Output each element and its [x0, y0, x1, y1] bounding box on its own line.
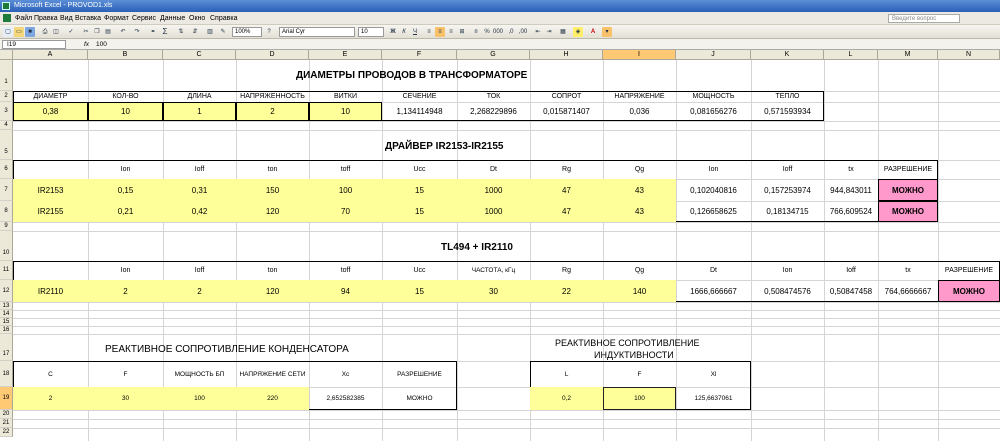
- column-header-c[interactable]: C: [163, 50, 236, 60]
- value-cell[interactable]: 47: [530, 201, 603, 222]
- value-cell[interactable]: 0,21: [88, 201, 163, 222]
- value-cell[interactable]: 1000: [457, 179, 530, 201]
- value-cell[interactable]: 30: [457, 280, 530, 302]
- open-icon[interactable]: ▭: [14, 27, 24, 37]
- header-cell[interactable]: toff: [340, 166, 351, 173]
- gridline: [13, 428, 1000, 429]
- capacitor-reactance-title: РЕАКТИВНОЕ СОПРОТИВЛЕНИЕ КОНДЕНСАТОРА: [105, 344, 349, 355]
- redo-icon[interactable]: ↷: [134, 29, 140, 35]
- menu-window[interactable]: Окно: [189, 15, 206, 22]
- header-cell[interactable]: Ion: [782, 267, 793, 274]
- row-header-15[interactable]: 15: [0, 318, 13, 326]
- value-cell[interactable]: 220: [236, 387, 309, 410]
- driver-ir2153-title: ДРАЙВЕР IR2153-IR2155: [385, 141, 504, 152]
- zoom-select[interactable]: 100%: [232, 27, 262, 37]
- value-cell[interactable]: 0,126658625: [690, 207, 737, 216]
- help-icon[interactable]: ?: [267, 29, 271, 35]
- undo-icon[interactable]: ↶: [120, 29, 126, 35]
- row-header-19[interactable]: 19: [0, 387, 13, 410]
- row-header-14[interactable]: 14: [0, 310, 13, 318]
- indent-icon[interactable]: ⇥: [546, 29, 552, 35]
- header-cell[interactable]: L: [564, 370, 569, 378]
- header-cell[interactable]: НАПРЯЖЕНИЕ: [614, 93, 665, 100]
- column-header-j[interactable]: J: [676, 50, 751, 60]
- header-cell[interactable]: Dt: [490, 166, 497, 173]
- value-cell[interactable]: 15: [382, 201, 457, 222]
- header-cell[interactable]: МОЩНОСТЬ БП: [174, 370, 225, 378]
- value-cell[interactable]: 2: [163, 280, 236, 302]
- header-cell[interactable]: КОЛ-ВО: [112, 93, 139, 100]
- fx-icon[interactable]: fx: [84, 41, 90, 48]
- value-cell[interactable]: 2,652582385: [326, 395, 365, 402]
- menu-view[interactable]: Вид: [60, 15, 73, 22]
- menu-format[interactable]: Формат: [104, 15, 129, 22]
- row-header-9[interactable]: 9: [0, 222, 13, 231]
- bold-icon[interactable]: Ж: [390, 29, 396, 35]
- value-cell[interactable]: 764,6666667: [884, 286, 932, 296]
- value-cell[interactable]: 0,102040816: [690, 185, 737, 195]
- menu-help[interactable]: Справка: [210, 15, 238, 22]
- permission-badge[interactable]: МОЖНО: [878, 179, 938, 201]
- header-cell[interactable]: tx: [905, 267, 911, 274]
- value-cell[interactable]: 0,081656276: [690, 107, 737, 116]
- permission-badge[interactable]: МОЖНО: [938, 280, 1000, 302]
- column-header-l[interactable]: L: [824, 50, 878, 60]
- gridline: [13, 302, 1000, 303]
- chip-name-cell[interactable]: IR2153: [13, 179, 88, 201]
- gridline: [13, 231, 1000, 232]
- row-header-7[interactable]: 7: [0, 179, 13, 201]
- header-cell[interactable]: ДИАМЕТР: [33, 93, 68, 100]
- header-cell[interactable]: Ion: [120, 267, 131, 274]
- increase-decimal-icon[interactable]: ,0: [508, 29, 514, 35]
- value-cell[interactable]: 150: [236, 179, 309, 201]
- title-bar: [0, 0, 1000, 12]
- value-cell[interactable]: 0,015871407: [543, 107, 590, 116]
- header-cell[interactable]: РАЗРЕШЕНИЕ: [397, 370, 442, 378]
- gridline: [938, 60, 939, 441]
- header-cell[interactable]: Rg: [562, 267, 571, 274]
- select-all-corner[interactable]: [0, 50, 13, 60]
- column-header-i[interactable]: I: [603, 50, 676, 60]
- menu-edit[interactable]: Правка: [34, 15, 58, 22]
- row-header-6[interactable]: 6: [0, 160, 13, 179]
- tl494-ir2110-title: TL494 + IR2110: [441, 242, 513, 253]
- spell-icon[interactable]: ✓: [68, 29, 74, 35]
- row-header-13[interactable]: 13: [0, 302, 13, 310]
- value-cell[interactable]: 1666,666667: [690, 286, 737, 296]
- value-cell[interactable]: 2: [13, 387, 88, 410]
- cut-icon[interactable]: ✂: [83, 29, 89, 35]
- gridline: [13, 326, 1000, 327]
- header-cell[interactable]: Ucc: [413, 166, 426, 173]
- row-header-17[interactable]: 17: [0, 334, 13, 361]
- column-header-k[interactable]: K: [751, 50, 824, 60]
- header-cell[interactable]: Rg: [562, 166, 571, 173]
- header-cell[interactable]: Ion: [120, 166, 131, 173]
- chart-icon[interactable]: ▥: [207, 29, 213, 35]
- row-header-1[interactable]: 1: [0, 60, 13, 91]
- gridline: [13, 222, 1000, 223]
- header-cell[interactable]: Ioff: [782, 166, 793, 173]
- value-cell[interactable]: 0,42: [163, 201, 236, 222]
- gridline: [878, 60, 879, 441]
- worksheet-grid[interactable]: [13, 60, 1000, 441]
- align-left-icon[interactable]: ≡: [427, 29, 431, 35]
- autosum-icon[interactable]: Σ: [162, 27, 168, 36]
- row-header-18[interactable]: 18: [0, 361, 13, 387]
- column-header-a[interactable]: A: [13, 50, 88, 60]
- value-cell[interactable]: 10: [309, 102, 382, 121]
- value-cell[interactable]: 47: [530, 179, 603, 201]
- column-header-e[interactable]: E: [309, 50, 382, 60]
- gridline: [13, 121, 1000, 122]
- header-cell[interactable]: C: [48, 370, 53, 378]
- menu-file[interactable]: Файл: [15, 15, 33, 22]
- menu-insert[interactable]: Вставка: [75, 15, 102, 22]
- font-select[interactable]: Arial Cyr: [279, 27, 355, 37]
- value-cell[interactable]: МОЖНО: [406, 395, 433, 402]
- currency-icon[interactable]: ¤: [474, 29, 478, 35]
- sort-asc-icon[interactable]: ⇅: [178, 29, 184, 35]
- font-size-select[interactable]: 10: [358, 27, 384, 37]
- value-cell[interactable]: 944,843011: [830, 185, 872, 195]
- column-header-m[interactable]: M: [878, 50, 938, 60]
- value-cell[interactable]: 100: [309, 179, 382, 201]
- value-cell[interactable]: 15: [382, 280, 457, 302]
- align-right-icon[interactable]: ≡: [449, 29, 453, 35]
- row-header-3[interactable]: 3: [0, 102, 13, 121]
- decrease-decimal-icon[interactable]: ,00: [518, 29, 528, 35]
- header-cell[interactable]: Qg: [634, 166, 645, 173]
- value-cell[interactable]: 766,609524: [829, 207, 873, 216]
- underline-icon[interactable]: Ч: [413, 29, 417, 35]
- value-cell[interactable]: 43: [603, 201, 676, 222]
- toolbar-options-icon[interactable]: ▾: [602, 27, 612, 37]
- column-header-d[interactable]: D: [236, 50, 309, 60]
- align-center-icon[interactable]: ≡: [435, 27, 445, 37]
- value-cell[interactable]: 30: [88, 387, 163, 410]
- value-cell[interactable]: 0,2: [530, 387, 603, 410]
- wire-diameter-title: ДИАМЕТРЫ ПРОВОДОВ В ТРАНСФОРМАТОРЕ: [296, 70, 528, 81]
- merge-icon[interactable]: ⊞: [459, 29, 465, 35]
- new-icon[interactable]: ▢: [3, 27, 13, 37]
- save-icon[interactable]: ■: [25, 27, 35, 37]
- row-header-8[interactable]: 8: [0, 201, 13, 222]
- formula-bar: [0, 39, 1000, 50]
- header-cell[interactable]: F: [637, 370, 642, 378]
- header-cell[interactable]: ТОК: [486, 93, 501, 100]
- value-cell[interactable]: 1000: [457, 201, 530, 222]
- hyperlink-icon[interactable]: ⚭: [150, 29, 156, 35]
- header-cell[interactable]: Xl: [710, 370, 717, 378]
- header-cell[interactable]: tx: [848, 166, 854, 173]
- header-cell[interactable]: РАЗРЕШЕНИЕ: [883, 166, 933, 173]
- paste-icon[interactable]: ▤: [105, 29, 111, 35]
- percent-icon[interactable]: %: [484, 29, 490, 35]
- header-cell[interactable]: Ucc: [413, 267, 426, 274]
- value-cell[interactable]: 10: [88, 102, 163, 121]
- value-cell[interactable]: 22: [530, 280, 603, 302]
- header-cell[interactable]: Ioff: [194, 267, 205, 274]
- inductance-reactance-title-2: ИНДУКТИВНОСТИ: [594, 350, 674, 360]
- preview-icon[interactable]: ◫: [53, 29, 59, 35]
- header-cell[interactable]: Ioff: [846, 267, 856, 274]
- header-cell[interactable]: ton: [267, 166, 278, 173]
- row-header-10[interactable]: 10: [0, 231, 13, 261]
- value-cell[interactable]: 1,134114948: [396, 107, 443, 116]
- gridline: [13, 318, 1000, 319]
- value-cell[interactable]: 140: [603, 280, 676, 302]
- formula-input[interactable]: 100: [96, 41, 107, 48]
- value-cell[interactable]: 0,571593934: [764, 107, 811, 116]
- header-cell[interactable]: ЧАСТОТА, кГц: [471, 267, 516, 274]
- row-header-4[interactable]: 4: [0, 121, 13, 130]
- gridline: [13, 334, 1000, 335]
- value-cell[interactable]: 120: [236, 280, 309, 302]
- header-cell[interactable]: НАПРЯЖЕННОСТЬ: [240, 93, 305, 100]
- header-cell[interactable]: F: [123, 370, 128, 378]
- column-header-h[interactable]: H: [530, 50, 603, 60]
- menu-tools[interactable]: Сервис: [132, 15, 156, 22]
- font-color-icon[interactable]: A: [590, 29, 596, 35]
- fill-color-icon[interactable]: ◈: [573, 27, 583, 37]
- header-cell[interactable]: Dt: [710, 267, 717, 274]
- value-cell[interactable]: 1: [163, 102, 236, 121]
- gridline: [13, 130, 1000, 131]
- gridline: [13, 410, 1000, 411]
- row-header-22[interactable]: 22: [0, 428, 13, 437]
- value-cell[interactable]: 0,036: [629, 107, 650, 116]
- value-cell[interactable]: 0,18134715: [766, 207, 809, 216]
- drawing-icon[interactable]: ✎: [220, 29, 226, 35]
- italic-icon[interactable]: К: [402, 29, 406, 35]
- excel-icon: [2, 2, 10, 10]
- value-cell[interactable]: 15: [382, 179, 457, 201]
- header-cell[interactable]: ton: [267, 267, 278, 274]
- selected-cell-i19[interactable]: 100: [603, 387, 676, 410]
- row-header-12[interactable]: 12: [0, 280, 13, 302]
- column-header-g[interactable]: G: [457, 50, 530, 60]
- header-cell[interactable]: МОЩНОСТЬ: [692, 93, 735, 100]
- inductance-reactance-title-1: РЕАКТИВНОЕ СОПРОТИВЛЕНИЕ: [555, 338, 700, 348]
- value-cell[interactable]: 2,268229896: [470, 107, 517, 116]
- value-cell[interactable]: 125,6637061: [694, 395, 733, 402]
- print-icon[interactable]: ⎙: [42, 29, 48, 35]
- header-cell[interactable]: Qg: [634, 267, 645, 274]
- column-header-n[interactable]: N: [938, 50, 1000, 60]
- value-cell[interactable]: 94: [309, 280, 382, 302]
- header-cell[interactable]: ВИТКИ: [333, 93, 358, 100]
- value-cell[interactable]: 0,50847458: [829, 286, 873, 296]
- header-cell[interactable]: Xc: [341, 370, 350, 378]
- thousands-icon[interactable]: 000: [493, 29, 504, 35]
- row-header-5[interactable]: 5: [0, 130, 13, 160]
- column-header-f[interactable]: F: [382, 50, 457, 60]
- value-cell[interactable]: 0,157253974: [764, 185, 811, 195]
- header-cell[interactable]: НАПРЯЖЕНИЕ СЕТИ: [239, 370, 306, 378]
- help-search-input[interactable]: Введите вопрос: [888, 14, 960, 23]
- chip-name-cell[interactable]: IR2155: [13, 201, 88, 222]
- borders-icon[interactable]: ▦: [560, 29, 566, 35]
- copy-icon[interactable]: ❐: [94, 29, 100, 35]
- column-header-b[interactable]: B: [88, 50, 163, 60]
- header-cell[interactable]: Ioff: [194, 166, 205, 173]
- workbook-icon: [3, 14, 11, 22]
- header-cell[interactable]: СЕЧЕНИЕ: [402, 93, 437, 100]
- header-cell[interactable]: СОПРОТ: [551, 93, 582, 100]
- gridline: [13, 310, 1000, 311]
- value-cell[interactable]: 100: [163, 387, 236, 410]
- value-cell[interactable]: 43: [603, 179, 676, 201]
- value-cell[interactable]: 0,15: [88, 179, 163, 201]
- row-header-16[interactable]: 16: [0, 326, 13, 334]
- header-cell[interactable]: Ion: [708, 166, 719, 173]
- outdent-icon[interactable]: ⇤: [535, 29, 541, 35]
- value-cell[interactable]: 0,31: [163, 179, 236, 201]
- value-cell[interactable]: 70: [309, 201, 382, 222]
- row-header-2[interactable]: 2: [0, 91, 13, 102]
- gridline: [824, 60, 825, 441]
- toolbar: [0, 25, 1000, 39]
- header-cell[interactable]: ДЛИНА: [187, 93, 212, 100]
- row-header-11[interactable]: 11: [0, 261, 13, 280]
- value-cell[interactable]: 120: [236, 201, 309, 222]
- menu-bar: [0, 12, 1000, 25]
- permission-badge[interactable]: МОЖНО: [878, 201, 938, 222]
- header-cell[interactable]: РАЗРЕШЕНИЕ: [944, 267, 994, 274]
- name-box[interactable]: I19: [2, 40, 66, 49]
- menu-data[interactable]: Данные: [160, 15, 186, 22]
- sort-desc-icon[interactable]: ⇵: [192, 29, 198, 35]
- row-header-20[interactable]: 20: [0, 410, 13, 419]
- chip-name-cell[interactable]: IR2110: [13, 280, 88, 302]
- header-cell[interactable]: ТЕПЛО: [775, 93, 800, 100]
- value-cell[interactable]: 0,508474576: [764, 286, 811, 296]
- window-title: Microsoft Excel - PROVOD1.xls: [14, 2, 113, 9]
- header-cell[interactable]: toff: [340, 267, 351, 274]
- value-cell[interactable]: 2: [236, 102, 309, 121]
- value-cell[interactable]: 2: [88, 280, 163, 302]
- value-cell[interactable]: 0,38: [13, 102, 88, 121]
- gridline: [13, 419, 1000, 420]
- row-header-21[interactable]: 21: [0, 419, 13, 428]
